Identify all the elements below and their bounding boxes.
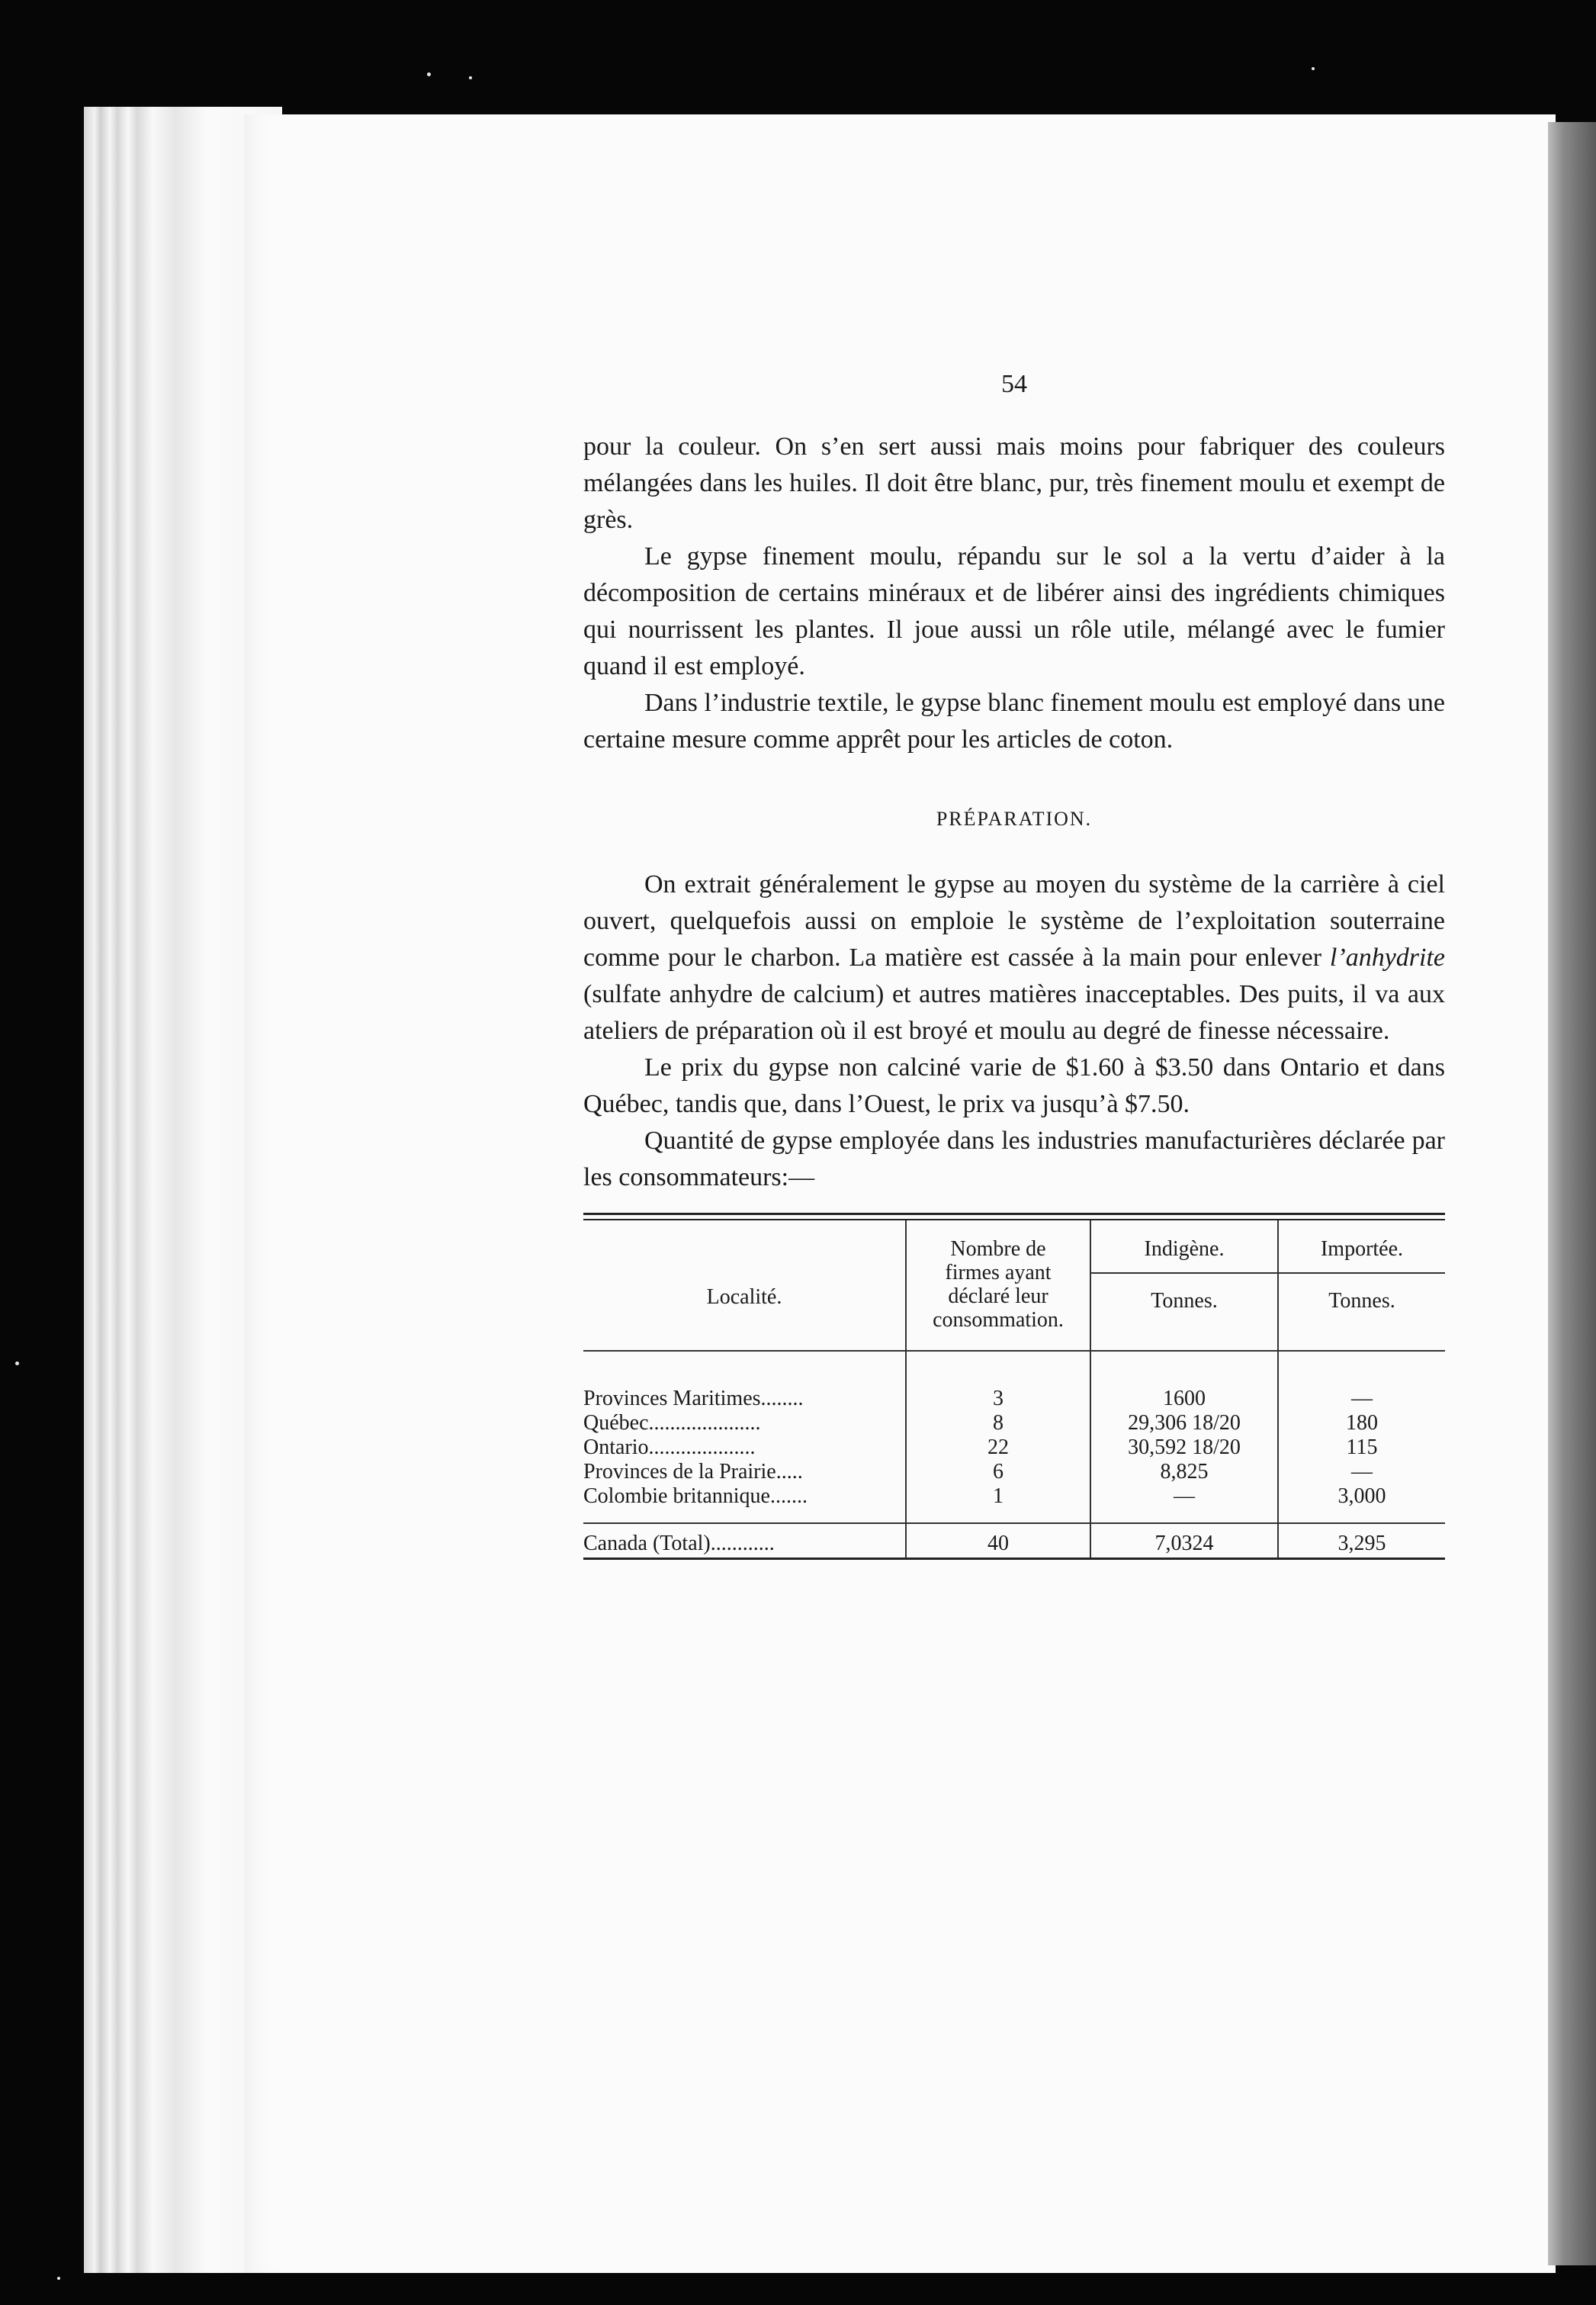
table-row: [583, 1460, 1445, 1484]
paragraph-2: Le gypse finement moulu, répandu sur le sol a la vertu d’aider à la décomposition de certains minéraux et de libérer ainsi des ingrédients chimiques qui nourrissent les plantes. Il joue aussi un rôle utile, mélangé avec le fumier quand il est employé.: [583, 542, 1445, 680]
table-body: [583, 1352, 1445, 1558]
paragraph-4-start: On extrait généralement le gypse au moyen du système de la carrière à ciel ouvert, quelquefois aussi on emploie le système de l’exploitation souterraine comme pour le charbon. La matière est cassée à la main pour enlever: [583, 870, 1445, 972]
cell-total-domestic: 7,0324: [1154, 1532, 1214, 1555]
cell-firms: 3: [993, 1387, 1004, 1410]
cell-firms: 1: [993, 1484, 1004, 1508]
cell-imported: —: [1351, 1460, 1373, 1484]
table-total-row: [583, 1527, 1445, 1558]
paragraph-4-end: (sulfate anhydre de calcium) et autres matières inacceptables. Des puits, il va aux ateliers de préparation où il est broyé et moulu au degré de finesse nécessaire.: [583, 980, 1445, 1045]
cell-locality: Provinces de la Prairie.....: [583, 1460, 803, 1484]
table-row: [583, 1435, 1445, 1460]
table-header: [583, 1220, 1445, 1352]
table-row: [583, 1411, 1445, 1435]
table-row: [583, 1387, 1445, 1411]
table-bottom-rule: [583, 1558, 1445, 1560]
paragraph-4: [583, 866, 1445, 1050]
cell-imported: 115: [1346, 1435, 1378, 1459]
paragraph-1: pour la couleur. On s’en sert aussi mais moins pour fabriquer des couleurs mélangées dans les huiles. Il doit être blanc, pur, très finement moulu et exempt de grès.: [583, 432, 1445, 534]
cell-imported: 3,000: [1337, 1484, 1386, 1508]
dust-speck: [15, 1361, 19, 1365]
cell-imported: 180: [1346, 1411, 1378, 1435]
paragraph-6: Quantité de gypse employée dans les industries manufacturières déclarée par les consommateurs:—: [583, 1127, 1445, 1191]
table-top-rule: [583, 1213, 1445, 1220]
cell-firms: 8: [993, 1411, 1004, 1435]
cell-domestic: 8,825: [1160, 1460, 1209, 1484]
header-domestic: Indigène.: [1144, 1237, 1225, 1261]
paragraph-3: Dans l’industrie textile, le gypse blanc finement moulu est employé dans une certaine mesure comme apprêt pour les articles de coton.: [583, 689, 1445, 754]
unit-subrule: [1091, 1272, 1445, 1274]
dust-speck: [1312, 67, 1315, 70]
gypsum-consumption-table: [583, 1213, 1445, 1560]
cell-locality: Québec.....................: [583, 1411, 761, 1435]
cell-total-firms: 40: [987, 1532, 1009, 1555]
header-imported-unit: Tonnes.: [1328, 1289, 1395, 1313]
cell-total-imported: 3,295: [1337, 1532, 1386, 1555]
cell-firms: 6: [993, 1460, 1004, 1484]
header-locality: Localité.: [706, 1285, 782, 1309]
cell-total-locality: Canada (Total)............: [583, 1532, 775, 1555]
dust-speck: [57, 2277, 60, 2280]
cell-domestic: 29,306 18/20: [1128, 1411, 1241, 1435]
dust-speck: [469, 76, 472, 79]
total-rule: [583, 1522, 1445, 1524]
header-domestic-unit: Tonnes.: [1151, 1289, 1218, 1313]
table-row: [583, 1484, 1445, 1509]
cell-domestic: 1600: [1163, 1387, 1206, 1410]
cell-imported: —: [1351, 1387, 1373, 1410]
cell-locality: Colombie britannique.......: [583, 1484, 808, 1508]
cell-domestic: 30,592 18/20: [1128, 1435, 1241, 1459]
page-right-edge: [1548, 122, 1596, 2265]
cell-domestic: —: [1174, 1484, 1195, 1508]
anhydrite-term: l’anhydrite: [1329, 944, 1445, 972]
cell-firms: 22: [987, 1435, 1009, 1459]
paragraph-5: Le prix du gypse non calciné varie de $1.60 à $3.50 dans Ontario et dans Québec, tandis que, dans l’Ouest, le prix va jusqu’à $7.50.: [583, 1053, 1445, 1118]
section-heading: PRÉPARATION.: [936, 808, 1093, 830]
cell-locality: Provinces Maritimes........: [583, 1387, 804, 1410]
header-imported: Importée.: [1320, 1237, 1404, 1261]
page-number: 54: [1001, 370, 1027, 398]
header-firms: Nombre de firmes ayant déclaré leur consommation.: [933, 1237, 1064, 1332]
page-content: [583, 366, 1445, 1560]
dust-speck: [427, 72, 431, 76]
cell-locality: Ontario....................: [583, 1435, 756, 1459]
